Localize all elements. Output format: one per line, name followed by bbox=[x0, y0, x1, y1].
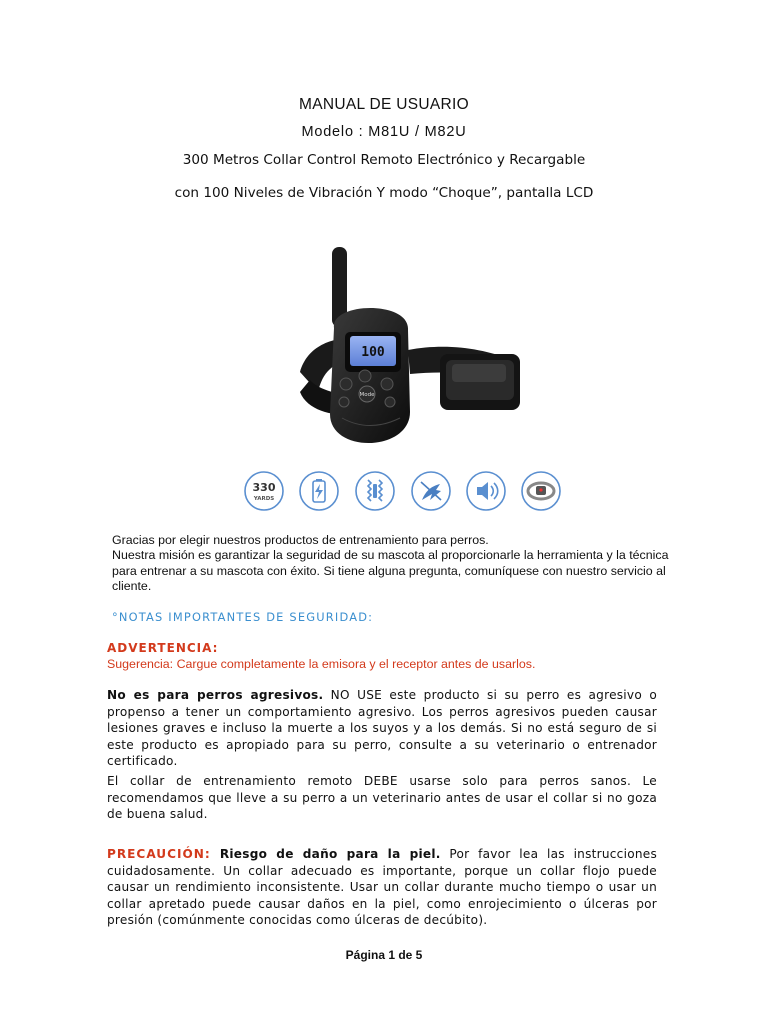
shock-static-icon bbox=[410, 470, 452, 512]
paragraph-aggressive-dogs bbox=[107, 687, 657, 770]
button-lower-right bbox=[385, 397, 395, 407]
feature-icons-row bbox=[240, 470, 570, 512]
paragraph-healthy-dogs: El collar de entrenamiento remoto DEBE usarse solo para perros sanos. Le recomendamos que lleve a su perro a un veterinario antes de usar el collar si no goza de buena salud. bbox=[107, 774, 657, 822]
caution-label: PRECAUCIÓN: bbox=[107, 847, 211, 861]
range-330-yards-icon bbox=[243, 470, 285, 512]
paragraph-body: NO USE este producto si su perro es agresivo o propenso a tener un comportamiento agresivo. Los perros agresivos pueden causar lesiones graves e incluso la muerte a los suyos y a los demás. Si no está seguro de si este producto es apropiado para su perro, consulte a su veterinario o entrenador certificado. bbox=[107, 688, 657, 769]
paragraph-caution bbox=[107, 846, 657, 929]
subtitle-line-1: 300 Metros Collar Control Remoto Electrónico y Recargable bbox=[182, 152, 586, 168]
product-image bbox=[290, 242, 530, 462]
svg-text:YARDS: YARDS bbox=[253, 496, 275, 502]
document-title: MANUAL DE USUARIO bbox=[299, 96, 469, 113]
warning-label: ADVERTENCIA: bbox=[107, 641, 219, 655]
svg-text:Mode: Mode bbox=[359, 392, 375, 398]
safety-heading: °NOTAS IMPORTANTES DE SEGURIDAD: bbox=[112, 610, 374, 624]
intro-line-2: Nuestra misión es garantizar la seguridad de su mascota al proporcionarle la herramienta y la técnica para entrenar a su mascota con éxito. Si tiene alguna pregunta, comuníquese con nuestro servicio al cliente. bbox=[112, 548, 669, 594]
warning-suggestion: Sugerencia: Cargue completamente la emisora y el receptor antes de usarlos. bbox=[107, 657, 536, 671]
button-lower-left bbox=[339, 397, 349, 407]
caution-body: Por favor lea las instrucciones cuidadosamente. Un collar adecuado es importante, porque un collar flojo puede causar un rendimiento inconsistente. Usar un collar durante mucho tiempo o usar un collar apretado puede causar daños en la piel, como enrojecimiento o úlceras por presión (comúnmente conocidas como úlceras de decúbito). bbox=[107, 847, 657, 928]
caution-lead: Riesgo de daño para la piel. bbox=[210, 847, 441, 861]
sound-tone-icon bbox=[465, 470, 507, 512]
model-line: Modelo : M81U / M82U bbox=[301, 124, 467, 140]
svg-text:330: 330 bbox=[252, 481, 276, 494]
button-right bbox=[381, 378, 393, 390]
paragraph-lead: No es para perros agresivos. bbox=[107, 688, 324, 702]
page-number: Página 1 de 5 bbox=[345, 948, 423, 962]
lcd-readout: 100 bbox=[361, 345, 385, 360]
collar-icon bbox=[520, 470, 562, 512]
rechargeable-battery-icon bbox=[298, 470, 340, 512]
intro-line-1: Gracias por elegir nuestros productos de entrenamiento para perros. bbox=[112, 533, 489, 547]
intro-text bbox=[112, 533, 672, 595]
vibration-icon bbox=[354, 470, 396, 512]
button-center bbox=[359, 370, 371, 382]
button-left bbox=[340, 378, 352, 390]
subtitle-line-2: con 100 Niveles de Vibración Y modo “Choque”, pantalla LCD bbox=[174, 185, 594, 201]
